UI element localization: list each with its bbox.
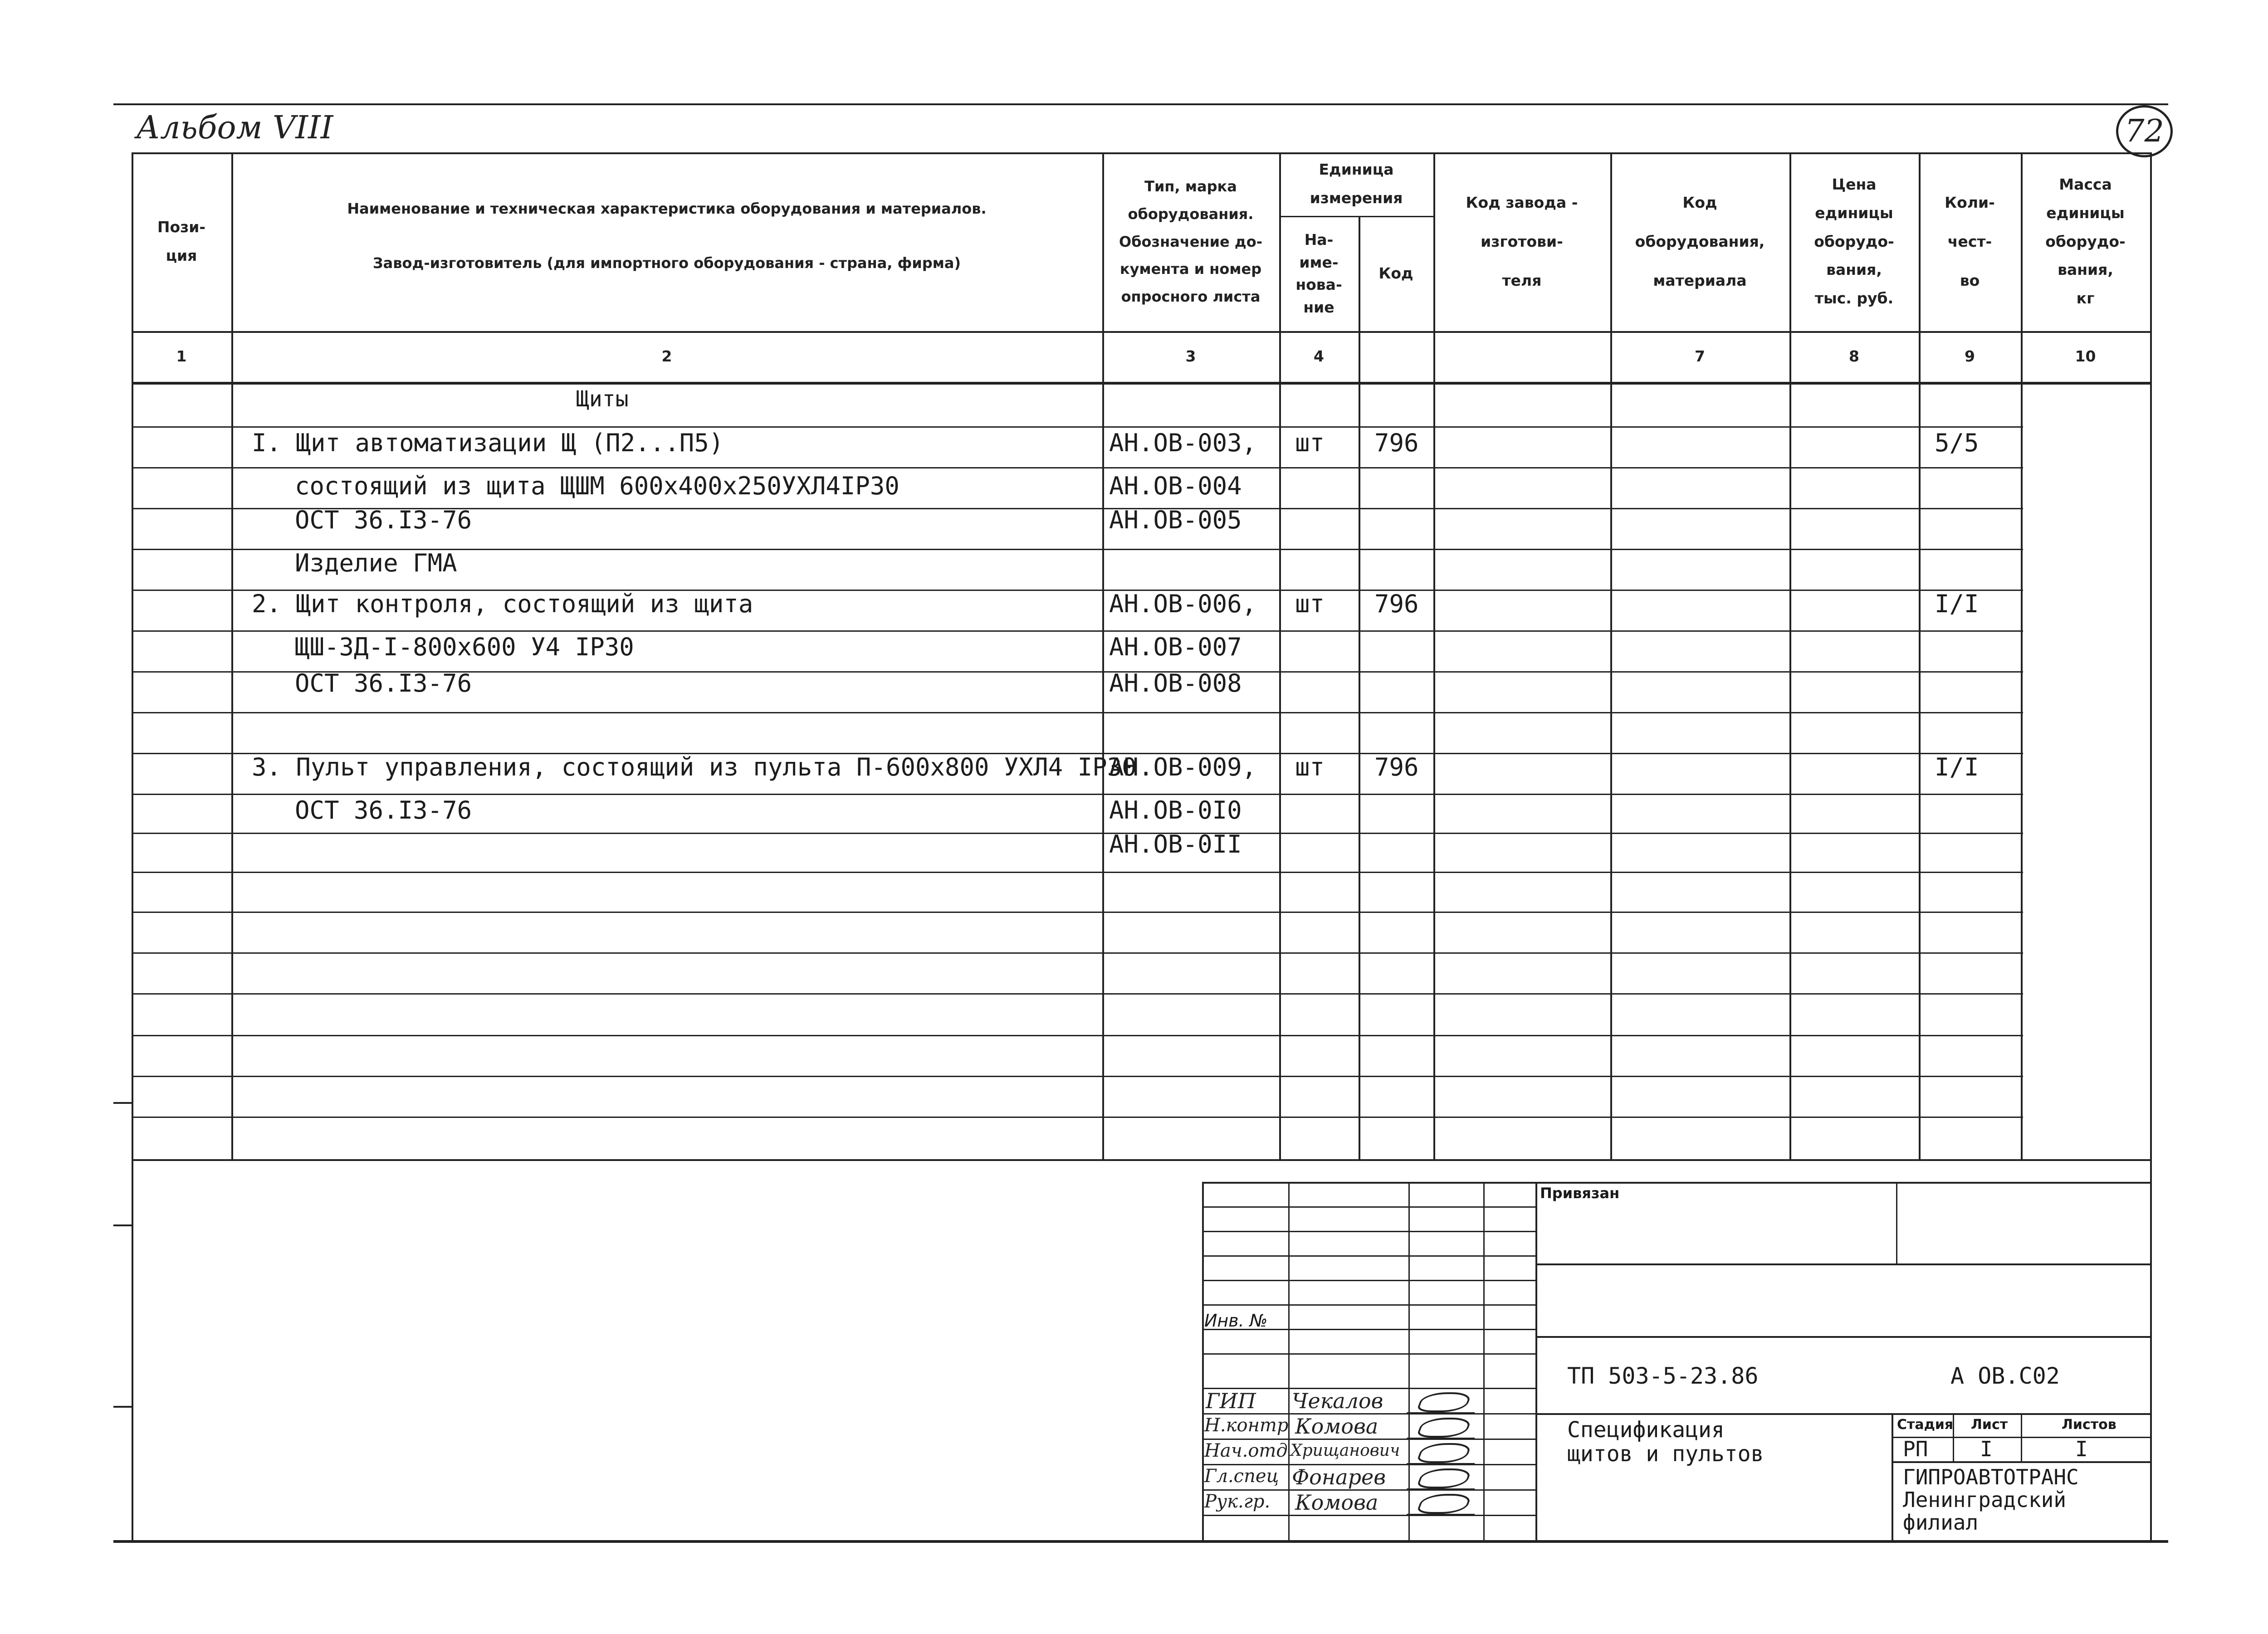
col-number-9: 9 xyxy=(1965,347,1975,365)
col-number-4: 4 xyxy=(1314,347,1324,365)
signer-name: Фонарев xyxy=(1292,1465,1386,1489)
col-number-2: 2 xyxy=(661,347,672,365)
header-unit-name: На- име- нова- ние xyxy=(1295,231,1342,316)
row-type: АН.ОВ-008 xyxy=(1109,669,1242,697)
col-number-10: 10 xyxy=(2075,347,2096,365)
col-number-1: 1 xyxy=(176,347,187,365)
signer-name: Чекалов xyxy=(1292,1389,1383,1413)
stage-label: Стадия xyxy=(1897,1417,1954,1433)
header-name-line2: Завод-изготовитель (для импортного оборудования - страна, фирма) xyxy=(372,254,961,272)
signer-role: Рук.гр. xyxy=(1204,1491,1271,1512)
col-number-7: 7 xyxy=(1695,347,1705,365)
header-equipment-code: Код оборудования, материала xyxy=(1635,194,1765,289)
row-name: ОСТ 36.I3-76 xyxy=(295,506,472,534)
row-type: АН.ОВ-007 xyxy=(1109,633,1242,661)
sheets-label: Листов xyxy=(2062,1417,2116,1433)
sheet-label: Лист xyxy=(1971,1417,2008,1433)
signer-name: Комова xyxy=(1295,1490,1378,1515)
header-type: Тип, марка оборудования. Обозначение до- кумента и номер опросного листа xyxy=(1119,178,1262,306)
row-name: ЩШ-ЗД-I-800х600 У4 IP30 xyxy=(295,633,634,661)
signature-mark xyxy=(1406,1466,1483,1490)
margin-tick xyxy=(113,1406,132,1408)
row-type: АН.ОВ-006, xyxy=(1109,590,1257,618)
album-label: Альбом VIII xyxy=(136,109,333,146)
signature-mark xyxy=(1406,1491,1483,1516)
document-code: А ОВ.С02 xyxy=(1950,1363,2060,1389)
doc-title-line1: Спецификация xyxy=(1567,1417,1725,1443)
header-name-line1: Наименование и техническая характеристика оборудования и материалов. xyxy=(347,200,987,217)
sheet-value: I xyxy=(1980,1437,1993,1461)
row-type: АН.ОВ-009, xyxy=(1109,753,1257,781)
row-unit-code: 796 xyxy=(1374,590,1419,618)
row-unit: шт xyxy=(1295,753,1325,781)
section-title: Щиты xyxy=(576,386,629,412)
header-position: Пози- ция xyxy=(157,218,206,264)
margin-tick xyxy=(113,1102,132,1104)
org-line1: ГИПРОАВТОТРАНС xyxy=(1903,1465,2079,1489)
row-type: АН.ОВ-005 xyxy=(1109,506,1242,534)
row-quantity: I/I xyxy=(1935,753,1979,781)
row-name: I. Щит автоматизации Щ (П2...П5) xyxy=(252,429,724,457)
row-unit-code: 796 xyxy=(1374,429,1419,457)
doc-title-line2: щитов и пультов xyxy=(1567,1441,1764,1467)
signer-role: Н.контр xyxy=(1204,1415,1289,1436)
signer-role: Гл.спец xyxy=(1204,1466,1279,1487)
org-line3: филиал xyxy=(1903,1510,1979,1535)
signature-mark xyxy=(1406,1440,1483,1465)
row-name: Изделие ГМА xyxy=(295,549,457,577)
page-number-circle xyxy=(2116,105,2173,157)
bound-label: Привязан xyxy=(1540,1185,1620,1202)
inventory-label: Инв. № xyxy=(1204,1311,1268,1331)
header-unit-group: Единица измерения xyxy=(1310,161,1403,207)
signature-mark xyxy=(1406,1415,1483,1439)
header-plant-code: Код завода - изготови- теля xyxy=(1466,194,1578,289)
row-type: АН.ОВ-003, xyxy=(1109,429,1257,457)
row-unit-code: 796 xyxy=(1374,753,1419,781)
signer-name: Хрищанович xyxy=(1290,1441,1400,1460)
margin-tick xyxy=(113,1224,132,1226)
row-type: АН.ОВ-0II xyxy=(1109,830,1242,858)
row-name: ОСТ 36.I3-76 xyxy=(295,669,472,697)
row-type: АН.ОВ-0I0 xyxy=(1109,796,1242,824)
project-number: ТП 503-5-23.86 xyxy=(1567,1363,1759,1389)
page-number: 72 xyxy=(2125,113,2164,149)
row-unit: шт xyxy=(1295,429,1325,457)
col-number-8: 8 xyxy=(1849,347,1859,365)
signer-role: ГИП xyxy=(1206,1389,1256,1413)
top-border xyxy=(113,103,2168,105)
stage-value: РП xyxy=(1903,1437,1928,1461)
header-unit-code: Код xyxy=(1378,264,1413,282)
row-unit: шт xyxy=(1295,590,1325,618)
header-mass: Масса единицы оборудо- вания, кг xyxy=(2045,176,2126,307)
row-name: ОСТ 36.I3-76 xyxy=(295,796,472,824)
signer-role: Нач.отд xyxy=(1204,1440,1288,1461)
org-line2: Ленинградский xyxy=(1903,1488,2067,1512)
row-name: состоящий из щита ЩШМ 600х400х250УХЛ4IP30 xyxy=(295,472,899,500)
row-name: 2. Щит контроля, состоящий из щита xyxy=(252,590,753,618)
row-type: АН.ОВ-004 xyxy=(1109,472,1242,500)
header-quantity: Коли- чест- во xyxy=(1945,194,1995,289)
row-quantity: I/I xyxy=(1935,590,1979,618)
signer-name: Комова xyxy=(1295,1414,1378,1439)
col-number-3: 3 xyxy=(1185,347,1196,365)
signature-mark xyxy=(1406,1390,1483,1414)
row-name: 3. Пульт управления, состоящий из пульта П-600х800 УХЛ4 IP30 xyxy=(252,753,1137,781)
header-price: Цена единицы оборудо- вания, тыс. руб. xyxy=(1814,176,1894,307)
sheets-value: I xyxy=(2075,1437,2088,1461)
row-quantity: 5/5 xyxy=(1935,429,1979,457)
